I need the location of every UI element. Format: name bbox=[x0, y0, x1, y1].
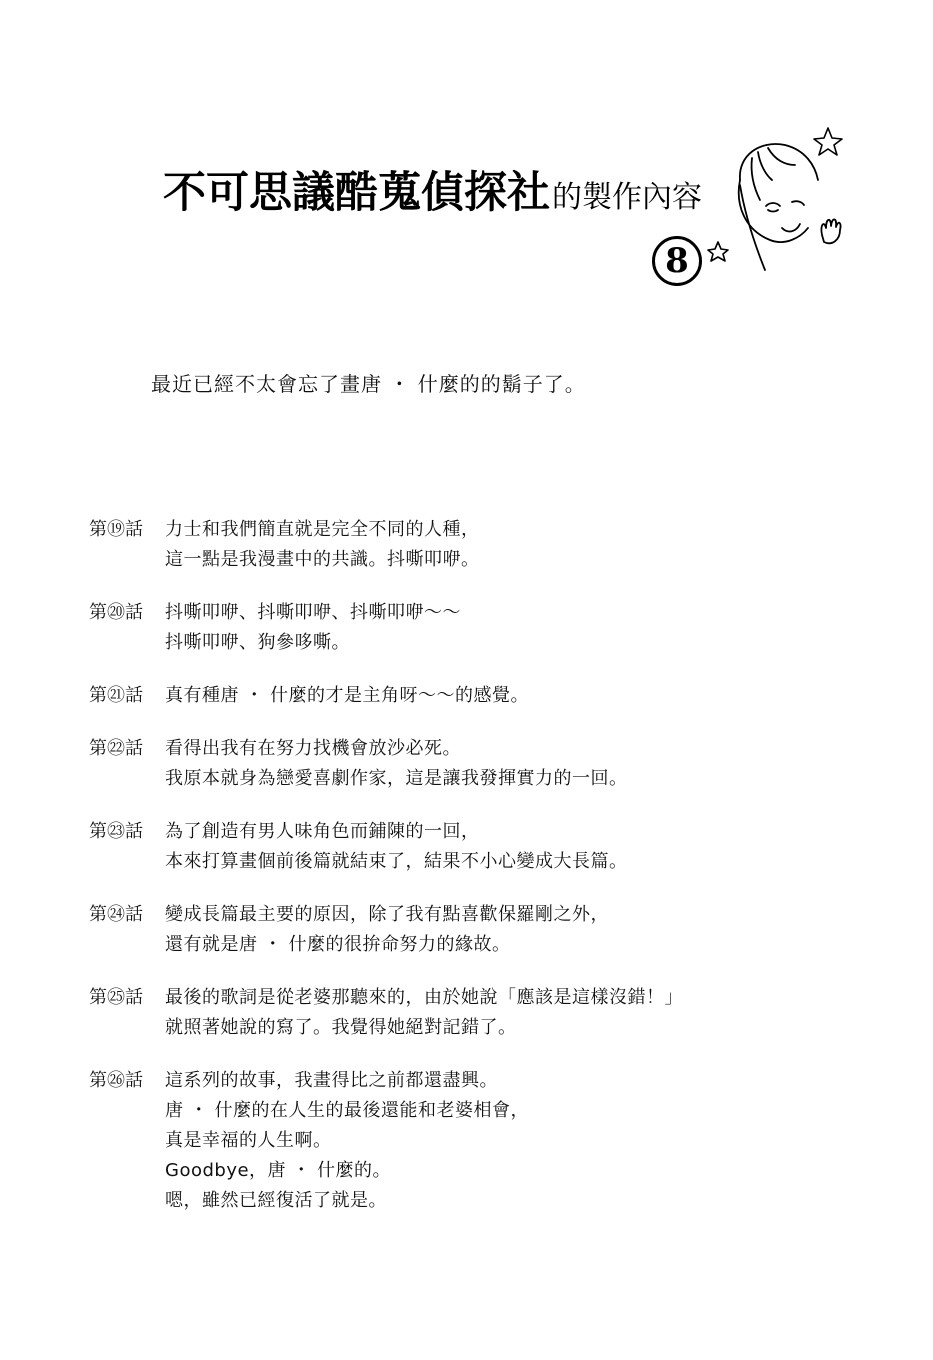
episode-label: 第⑲話 bbox=[89, 519, 143, 540]
episode-label: 第㉖話 bbox=[89, 1070, 143, 1091]
episode-notes bbox=[89, 515, 889, 1239]
episode-entry bbox=[89, 734, 889, 794]
note-line: 我原本就身為戀愛喜劇作家，這是讓我發揮實力的一回。 bbox=[165, 768, 628, 789]
episode-entry bbox=[89, 515, 889, 575]
note-line: 抖嘶叩咿、抖嘶叩咿、抖嘶叩咿～～ bbox=[165, 602, 461, 623]
note-line: 這一點是我漫畫中的共識。抖嘶叩咿。 bbox=[165, 549, 480, 570]
note-line: 真是幸福的人生啊。 bbox=[165, 1130, 332, 1151]
note-line: 這系列的故事，我畫得比之前都還盡興。 bbox=[165, 1070, 498, 1091]
note-line: 抖嘶叩咿、狗參哆嘶。 bbox=[165, 632, 350, 653]
author-portrait-doodle bbox=[700, 120, 870, 290]
episode-entry bbox=[89, 983, 889, 1043]
note-line: 還有就是唐 ・ 什麼的很拚命努力的緣故。 bbox=[165, 934, 511, 955]
title-suffix: 的製作內容 bbox=[552, 180, 702, 215]
note-line: 真有種唐 ・ 什麼的才是主角呀～～的感覺。 bbox=[165, 685, 529, 706]
note-line: 為了創造有男人味角色而鋪陳的一回， bbox=[165, 821, 480, 842]
episode-label: 第㉔話 bbox=[89, 904, 143, 925]
episode-entry bbox=[89, 598, 889, 658]
series-title: 不可思議酷蒐偵探社 bbox=[163, 168, 550, 218]
episode-label: 第㉒話 bbox=[89, 738, 143, 759]
note-line: 唐 ・ 什麼的在人生的最後還能和老婆相會， bbox=[165, 1100, 529, 1121]
note-line: 嗯，雖然已經復活了就是。 bbox=[165, 1190, 387, 1211]
episode-entry bbox=[89, 900, 889, 960]
volume-number-badge: 8 bbox=[652, 236, 702, 286]
note-line: 就照著她說的寫了。我覺得她絕對記錯了。 bbox=[165, 1017, 517, 1038]
note-line: Goodbye，唐 ・ 什麼的。 bbox=[165, 1160, 391, 1181]
note-line: 最後的歌詞是從老婆那聽來的，由於她說「應該是這樣沒錯！」 bbox=[165, 987, 683, 1008]
page-title bbox=[163, 168, 702, 218]
episode-entry bbox=[89, 1066, 889, 1216]
episode-entry bbox=[89, 681, 889, 711]
episode-label: 第㉕話 bbox=[89, 987, 143, 1008]
episode-entry bbox=[89, 817, 889, 877]
intro-text: 最近已經不太會忘了畫唐 ・ 什麼的的鬍子了。 bbox=[151, 372, 586, 396]
note-line: 本來打算畫個前後篇就結束了，結果不小心變成大長篇。 bbox=[165, 851, 628, 872]
episode-label: 第⑳話 bbox=[89, 602, 143, 623]
note-line: 看得出我有在努力找機會放沙必死。 bbox=[165, 738, 461, 759]
note-line: 力士和我們簡直就是完全不同的人種， bbox=[165, 519, 480, 540]
note-line: 變成長篇最主要的原因，除了我有點喜歡保羅剛之外， bbox=[165, 904, 609, 925]
episode-label: 第㉓話 bbox=[89, 821, 143, 842]
episode-label: 第㉑話 bbox=[89, 685, 143, 706]
